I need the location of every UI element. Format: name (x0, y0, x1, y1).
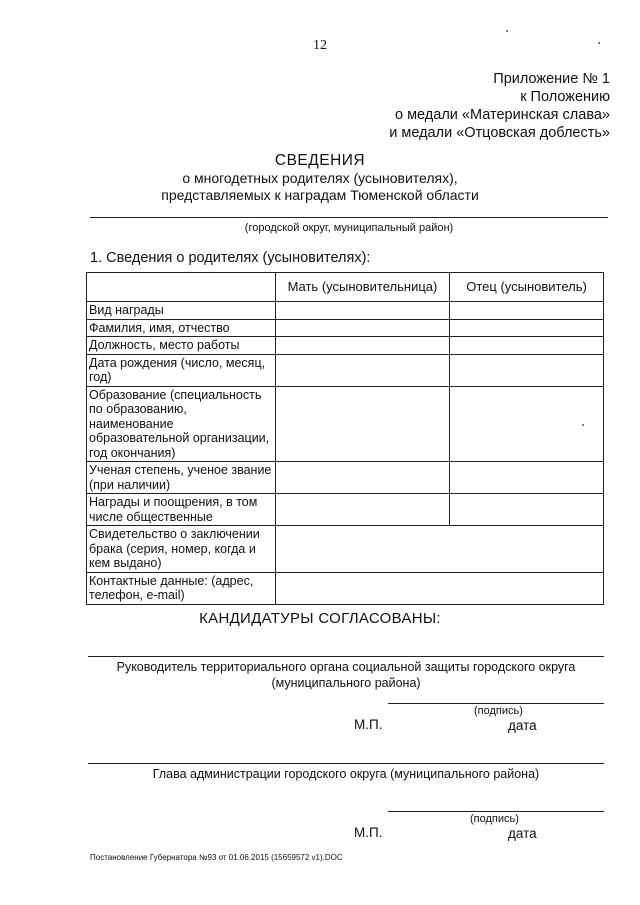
district-underline (90, 217, 608, 218)
district-caption: (городской округ, муниципальный район) (244, 222, 454, 234)
mother-cell[interactable] (275, 302, 449, 320)
title-line-2: представляемых к наградам Тюменской области (161, 187, 479, 203)
table-header-row (87, 273, 604, 302)
father-cell[interactable] (450, 494, 604, 526)
father-cell[interactable] (450, 302, 604, 320)
row-label: Награды и поощрения, в том числе общественные (87, 494, 276, 526)
mother-cell[interactable] (275, 337, 449, 355)
father-cell[interactable] (450, 386, 604, 462)
appendix-header (310, 70, 610, 142)
row-label: Контактные данные: (адрес, телефон, e-mail) (87, 572, 276, 604)
table-row (87, 386, 604, 462)
table-row (87, 462, 604, 494)
table-row (87, 494, 604, 526)
mother-cell[interactable] (275, 354, 449, 386)
parents-table (86, 272, 604, 605)
appendix-line-3: о медали «Материнская слава» (395, 107, 610, 123)
signatory2-top-rule (88, 763, 604, 764)
signatory1-signature-label: (подпись) (474, 705, 523, 717)
signatory2-stamp-label: М.П. (354, 825, 383, 840)
signatory1-date-label: дата (508, 718, 537, 733)
appendix-line-4: и медали «Отцовская доблесть» (389, 125, 610, 141)
appendix-line-1: Приложение № 1 (493, 71, 610, 87)
father-cell[interactable] (450, 354, 604, 386)
signatory1-signature-line[interactable] (388, 703, 604, 704)
document-title (0, 152, 640, 204)
signatory1-line-1: Руководитель территориального органа социальной защиты городского округа (116, 660, 576, 674)
signatory2-title: Глава администрации городского округа (муниципального района) (152, 767, 540, 781)
scan-speck (582, 424, 584, 426)
mother-cell[interactable] (275, 319, 449, 337)
row-label: Дата рождения (число, месяц, год) (87, 354, 276, 386)
table-row (87, 526, 604, 573)
appendix-line-2: к Положению (520, 89, 610, 105)
signatory1-title (88, 659, 604, 691)
header-empty-cell (87, 273, 276, 302)
mother-cell[interactable] (275, 462, 449, 494)
header-mother: Мать (усыновительница) (275, 273, 449, 302)
mother-cell[interactable] (275, 494, 449, 526)
father-cell[interactable] (450, 319, 604, 337)
father-cell[interactable] (450, 462, 604, 494)
title-main: СВЕДЕНИЯ (274, 152, 366, 169)
table-row (87, 319, 604, 337)
title-line-1: о многодетных родителях (усыновителях), (182, 170, 458, 186)
document-footer: Постановление Губернатора №93 от 01.06.2015 (15659572 v1).DOC (90, 853, 343, 862)
signatory1-line-2: (муниципального района) (271, 676, 421, 690)
row-label: Образование (специальность по образованию, наименование образовательной организации, год окончания) (87, 386, 276, 462)
page-number: 12 (313, 38, 327, 53)
signatory2-signature-line[interactable] (388, 811, 604, 812)
row-label: Должность, место работы (87, 337, 276, 355)
table-row (87, 337, 604, 355)
signatory1-stamp-label: М.П. (354, 717, 383, 732)
table-row (87, 354, 604, 386)
marriage-cell[interactable] (275, 526, 603, 573)
row-label: Фамилия, имя, отчество (87, 319, 276, 337)
table-row (87, 572, 604, 604)
header-father: Отец (усыновитель) (450, 273, 604, 302)
table-row (87, 302, 604, 320)
signatory2-signature-label: (подпись) (470, 813, 519, 825)
scan-speck (506, 30, 508, 32)
section-heading: 1. Сведения о родителях (усыновителях): (90, 250, 371, 266)
contacts-cell[interactable] (275, 572, 603, 604)
father-cell[interactable] (450, 337, 604, 355)
row-label: Свидетельство о заключении брака (серия, номер, когда и кем выдано) (87, 526, 276, 573)
signatory1-top-rule (88, 656, 604, 657)
row-label: Ученая степень, ученое звание (при наличии) (87, 462, 276, 494)
scan-speck (598, 42, 600, 44)
signatory2-date-label: дата (508, 826, 537, 841)
mother-cell[interactable] (275, 386, 449, 462)
row-label: Вид награды (87, 302, 276, 320)
agreed-heading: КАНДИДАТУРЫ СОГЛАСОВАНЫ: (199, 610, 441, 627)
